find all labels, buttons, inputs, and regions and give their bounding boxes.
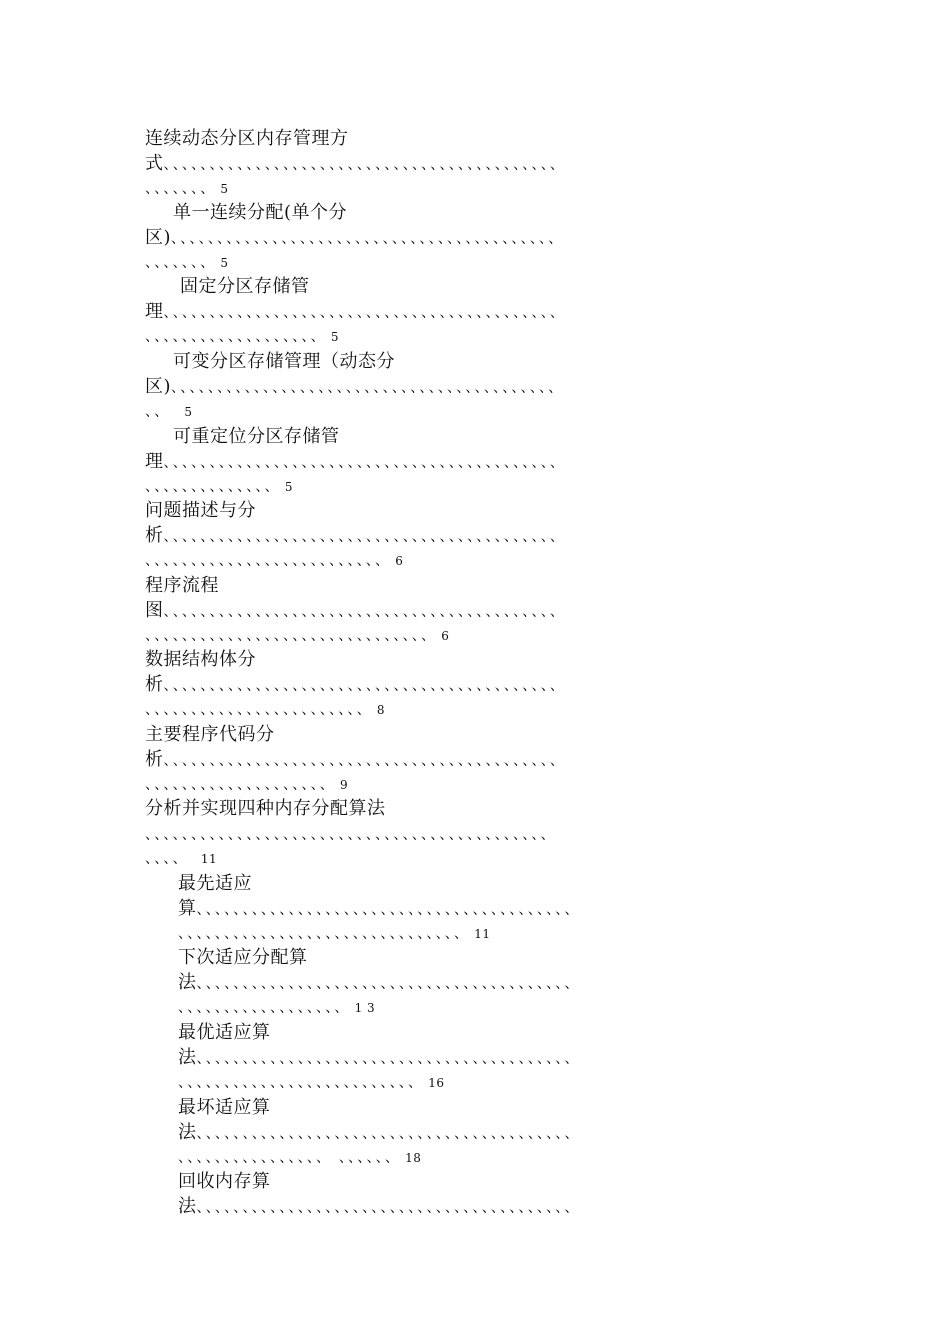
toc-entry[interactable] xyxy=(0,1096,950,1171)
toc-leader-line xyxy=(145,698,805,722)
toc-leader-dots: 、、、、、、、、、、、、、、 xyxy=(145,479,281,495)
toc-leader-line xyxy=(145,549,805,573)
toc-entry[interactable] xyxy=(0,574,950,649)
toc-leader-dots: 、、、、、、、、、、、、、、、、、、、、、、、、、、、、、、、、、、、、、、、、、、、 xyxy=(163,678,567,694)
toc-page-number: 9 xyxy=(340,778,349,792)
toc-leader-dots: 、、 xyxy=(145,404,171,420)
toc-entry[interactable] xyxy=(0,872,950,947)
toc-leader-line xyxy=(178,1146,805,1170)
toc-page-number: 16 xyxy=(428,1076,445,1090)
toc-leader-dots: 、、、、 xyxy=(145,851,189,867)
toc-entry-title: 分析并实现四种内存分配算法 xyxy=(145,798,386,819)
toc-leader-line xyxy=(145,325,805,349)
toc-entry-title: 可重定位分区存储管 xyxy=(173,426,340,447)
toc-leader-line xyxy=(145,177,805,201)
toc-leader-dots: 、、、、、、、、、、、、、、、、、、、、、、、、、、、、、、、、、、、、、、、、、 xyxy=(196,1200,581,1216)
toc-leader-dots: 、、、、、、、、、、、、、、、、、、、、、、、、、、、、、、、 xyxy=(145,628,438,644)
toc-leader-line xyxy=(145,599,805,624)
toc-leader-dots: 、、、、、、、、、、、、、、、、、、、、、、、、、、、、、、、、、、、、、、、、、、、 xyxy=(163,604,567,620)
toc-entry-title: 问题描述与分 xyxy=(145,500,256,521)
toc-entry-title-tail: 法 xyxy=(178,1047,197,1068)
toc-entry-title-tail: 法 xyxy=(178,1122,197,1143)
toc-page-number: 5 xyxy=(330,330,339,344)
toc-page-number: 6 xyxy=(441,629,450,643)
toc-leader-dots: 、、、、、、、、、、、、、、、、 、、、、、、 xyxy=(178,1150,402,1166)
toc-page-number: 6 xyxy=(395,554,404,568)
toc-leader-line xyxy=(178,922,805,946)
toc-leader-line xyxy=(145,300,805,325)
toc-entry-title: 最先适应 xyxy=(178,873,252,894)
toc-leader-line xyxy=(145,152,805,177)
toc-leader-dots: 、、、、、、、、、、、、、、、、、、、、、、、、、、、、、、、 xyxy=(178,926,471,942)
toc-entry-title: 固定分区存储管 xyxy=(180,276,310,297)
toc-leader-dots: 、、、、、、、、、、、、、、、、、、、、、、、、、、、、、、、、、、、、、、、、、、、 xyxy=(163,455,567,471)
toc-entry[interactable] xyxy=(0,946,950,1021)
toc-entry-title: 连续动态分区内存管理方 xyxy=(145,128,349,149)
toc-page-number: 5 xyxy=(220,256,229,270)
toc-leader-line xyxy=(145,822,805,847)
toc-page-number: 11 xyxy=(474,927,491,941)
toc-entry-title: 数据结构体分 xyxy=(145,649,256,670)
toc-leader-dots: 、、、、、、、、、、、、、、、、、、、、、、、、、、、、、、、、、、、、、、、、、、 xyxy=(171,231,565,247)
toc-entry-title-tail: 区) xyxy=(145,227,172,248)
toc-entry-title: 最优适应算 xyxy=(178,1022,271,1043)
toc-entry-title-tail: 析 xyxy=(145,749,164,770)
toc-entry[interactable] xyxy=(0,723,950,798)
toc-leader-dots: 、、、、、、、、、、、、、、、、、、 xyxy=(178,1000,351,1016)
toc-entry[interactable] xyxy=(0,499,950,574)
toc-leader-line xyxy=(145,450,805,475)
toc-entry-title: 下次适应分配算 xyxy=(178,947,308,968)
toc-entry-title-tail: 式 xyxy=(145,153,164,174)
toc-leader-dots: 、、、、、、、、、、、、、、、、、、、、、、、、、、、、、、、、、、、、、、、、、、、 xyxy=(163,529,567,545)
toc-leader-dots: 、、、、、、、、、、、、、、、、、、、、、、、、、、、、、、、、、、、、、、、、、、、 xyxy=(163,753,567,769)
toc-entry-title: 最坏适应算 xyxy=(178,1097,271,1118)
toc-page-number: 5 xyxy=(284,480,293,494)
toc-entry-title-tail: 理 xyxy=(145,301,164,322)
toc-leader-line xyxy=(178,1220,805,1244)
toc-page-number: 5 xyxy=(220,182,229,196)
toc-entry-title: 主要程序代码分 xyxy=(145,724,275,745)
toc-leader-dots: 、、、、、、、、、、、、、、、、、、、、 xyxy=(145,777,336,793)
toc-entry-title-tail: 算 xyxy=(178,898,197,919)
toc-leader-line xyxy=(178,1195,805,1220)
toc-leader-dots: 、、、、、、、 xyxy=(145,181,217,197)
toc-entry-title: 单一连续分配(单个分 xyxy=(173,202,348,223)
toc-entry-title: 可变分区存储管理（动态分 xyxy=(173,351,395,372)
toc-entry-title-tail: 理 xyxy=(145,451,164,472)
toc-leader-dots: 、、、、、、、、、、、、、、、、、、、、、、、、、、、、、、、、、、、、、、、、、 xyxy=(196,1051,581,1067)
toc-entry-title: 回收内存算 xyxy=(178,1171,271,1192)
toc-entry[interactable] xyxy=(0,275,950,350)
toc-leader-dots: 、、、、、、、、、、、、、、、、、、、、、、、、、、、、、、、、、、、、、、、、、、、 xyxy=(163,305,567,321)
toc-leader-line xyxy=(145,524,805,549)
toc-leader-line xyxy=(178,1121,805,1146)
toc-leader-line xyxy=(178,1071,805,1095)
toc-leader-line xyxy=(145,673,805,698)
toc-leader-line xyxy=(145,375,805,400)
toc-leader-line xyxy=(178,1046,805,1071)
toc-entry[interactable] xyxy=(0,127,950,202)
toc-page-number: 18 xyxy=(405,1151,422,1165)
toc-leader-line xyxy=(145,847,805,871)
toc-leader-line xyxy=(145,624,805,648)
toc-leader-line xyxy=(145,748,805,773)
toc-leader-dots: 、、、、、、、、、、、、、、、、、、、、、、、、、、 xyxy=(145,553,392,569)
toc-entry-title-tail: 析 xyxy=(145,674,164,695)
toc-entry-title-tail: 法 xyxy=(178,972,197,993)
toc-leader-line xyxy=(145,226,805,251)
toc-entry[interactable] xyxy=(0,648,950,723)
toc-leader-line xyxy=(145,400,805,424)
toc-page-number: 8 xyxy=(376,703,385,717)
toc-entry[interactable] xyxy=(0,201,950,276)
toc-leader-line xyxy=(178,996,805,1020)
toc-leader-dots: 、、、、、、、、、、、、、、、、、、、、、、、、、、、、、、、、、、、、、、、、、、、、 xyxy=(145,827,557,843)
toc-leader-line xyxy=(145,251,805,275)
toc-leader-dots: 、、、、、、、 xyxy=(145,255,217,271)
toc-entry[interactable] xyxy=(0,1170,950,1245)
toc-entry[interactable] xyxy=(0,425,950,500)
toc-leader-line xyxy=(178,897,805,922)
toc-leader-dots: 、、、、、、、、、、、、、、、、、、、、、、、、、、、、、、、、、、、、、、、、、、、 xyxy=(163,157,567,173)
toc-entry[interactable] xyxy=(0,350,950,425)
toc-entry[interactable] xyxy=(0,1021,950,1096)
toc-leader-dots: 、、、、、、、、、、、、、、、、、、、、、、、、 xyxy=(145,702,373,718)
toc-leader-dots: 、、、、、、、、、、、、、、、、、、、、、、、、、、 xyxy=(178,1075,425,1091)
toc-entry[interactable] xyxy=(0,797,950,872)
toc-leader-line xyxy=(178,971,805,996)
toc-leader-dots: 、、、、、、、、、、、、、、、、、、、、、、、、、、、、、、、、、、、、、、、、、 xyxy=(196,902,581,918)
toc-entry-title-tail: 图 xyxy=(145,600,164,621)
toc-leader-dots: 、、、、、、、、、、、、、、、、、、、、、、、、、、、、、、、、、、、、、、、、、 xyxy=(196,1126,581,1142)
toc-page-number: 5 xyxy=(184,405,193,419)
toc-entry-title: 程序流程 xyxy=(145,575,219,596)
toc-leader-line xyxy=(145,475,805,499)
toc-leader-dots: 、、、、、、、、、、、、、、、、、、、、、、、、、、、、、、、、、、、、、、、、、 xyxy=(196,976,581,992)
toc-page-number: 11 xyxy=(200,852,218,866)
toc-entry-title-tail: 法 xyxy=(178,1196,197,1217)
toc-leader-dots: 、、、、、、、、、、、、、、、、、、、、、、、、、、、、、、、、、、、、、、、、、、 xyxy=(171,380,565,396)
toc-leader-line xyxy=(145,773,805,797)
toc-page-number: 1 3 xyxy=(354,1001,376,1015)
toc-leader-dots: 、、、、、、、、、、、、、、、、、、、 xyxy=(145,329,327,345)
toc-entry-title-tail: 区) xyxy=(145,376,172,397)
toc-entry-title-tail: 析 xyxy=(145,525,164,546)
